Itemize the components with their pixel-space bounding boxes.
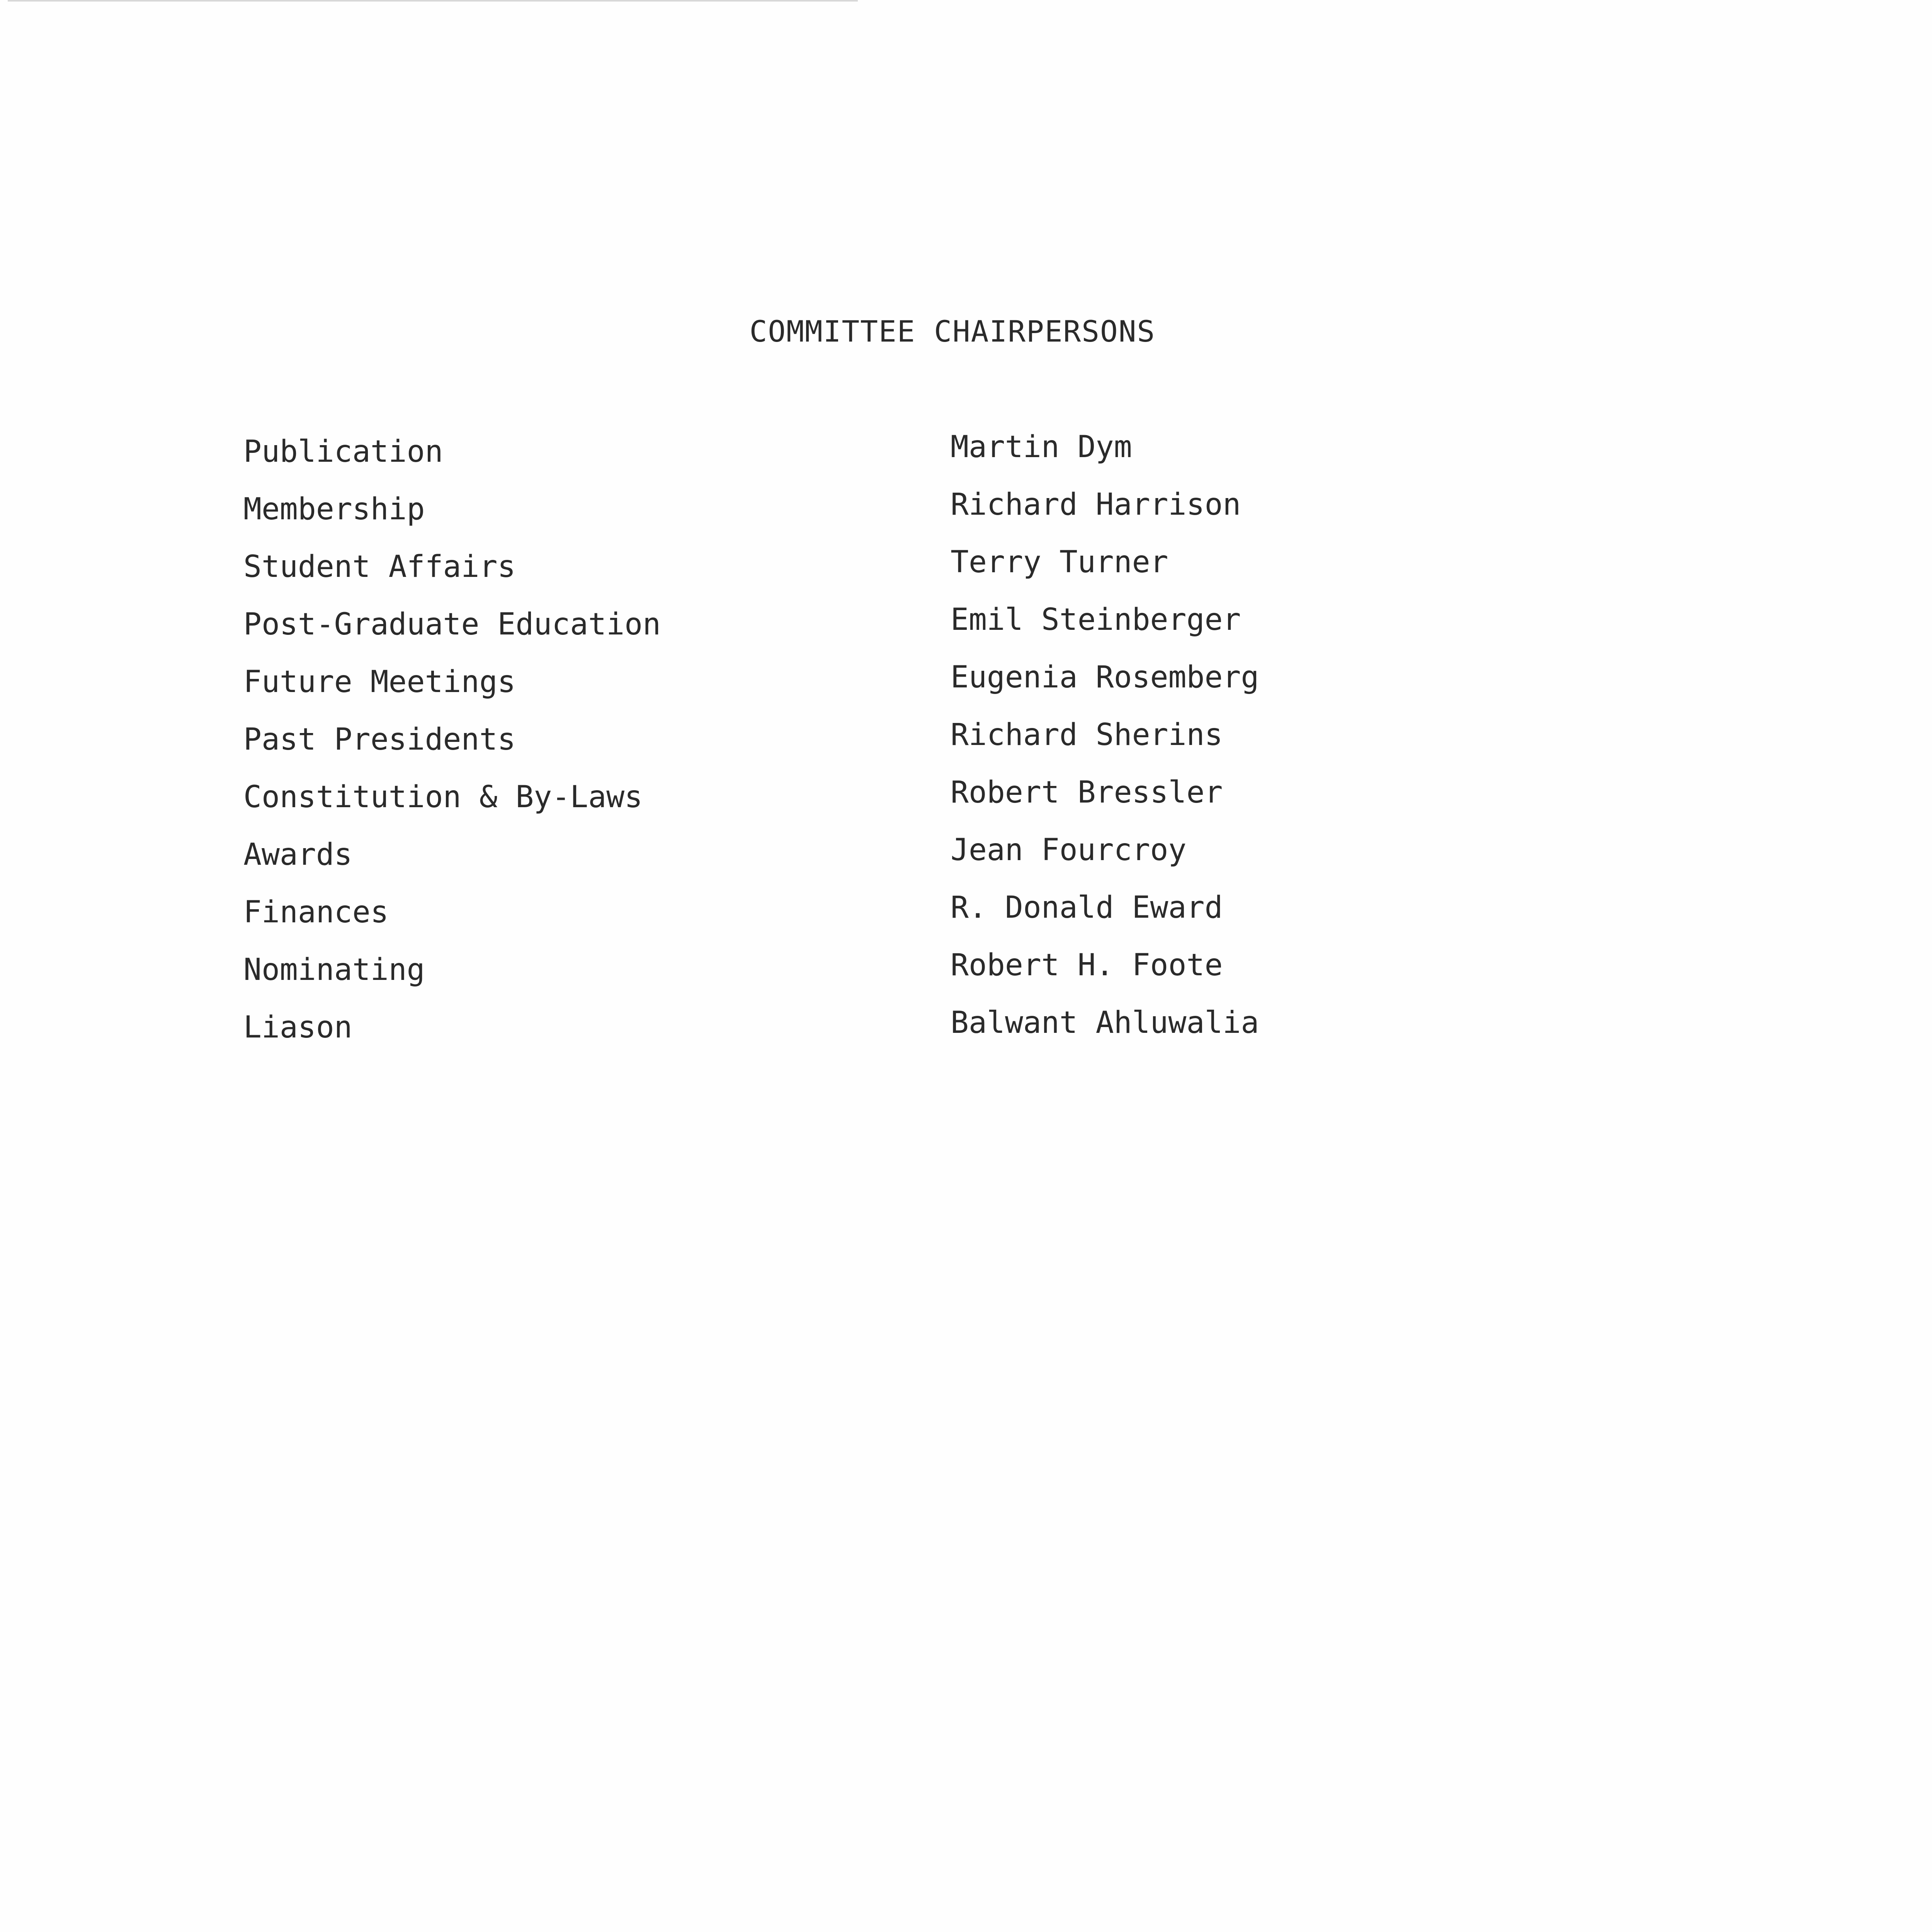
committee-name: Awards: [243, 837, 352, 872]
chairperson-name: Robert Bressler: [951, 775, 1223, 810]
committee-name: Constitution & By-Laws: [243, 780, 643, 815]
committee-list: [243, 434, 661, 1070]
committee-name: Student Affairs: [243, 549, 516, 584]
committee-name: Publication: [243, 434, 443, 469]
committee-name: Past Presidents: [243, 722, 516, 757]
chairperson-name: Martin Dym: [951, 430, 1132, 464]
committee-name: Liason: [243, 1010, 352, 1045]
committee-name: Post-Graduate Education: [243, 607, 661, 642]
committee-name: Membership: [243, 492, 425, 527]
chairperson-name: Terry Turner: [951, 545, 1168, 580]
chairperson-name: Emil Steinberger: [951, 602, 1241, 637]
chairperson-name: Eugenia Rosemberg: [951, 660, 1259, 695]
committee-name: Finances: [243, 895, 389, 930]
chairperson-name: Richard Sherins: [951, 718, 1223, 752]
chairperson-name: Robert H. Foote: [951, 948, 1223, 983]
chairperson-name: R. Donald Eward: [951, 890, 1223, 925]
chairperson-name: Jean Fourcroy: [951, 833, 1187, 867]
committee-name: Nominating: [243, 952, 425, 987]
chairperson-list: [951, 432, 1259, 1065]
chairperson-name: Richard Harrison: [951, 487, 1241, 522]
chairperson-name: Balwant Ahluwalia: [951, 1005, 1259, 1040]
scan-edge-line: [8, 0, 858, 2]
committee-name: Future Meetings: [243, 665, 516, 699]
page-title: COMMITTEE CHAIRPERSONS: [749, 314, 1156, 349]
